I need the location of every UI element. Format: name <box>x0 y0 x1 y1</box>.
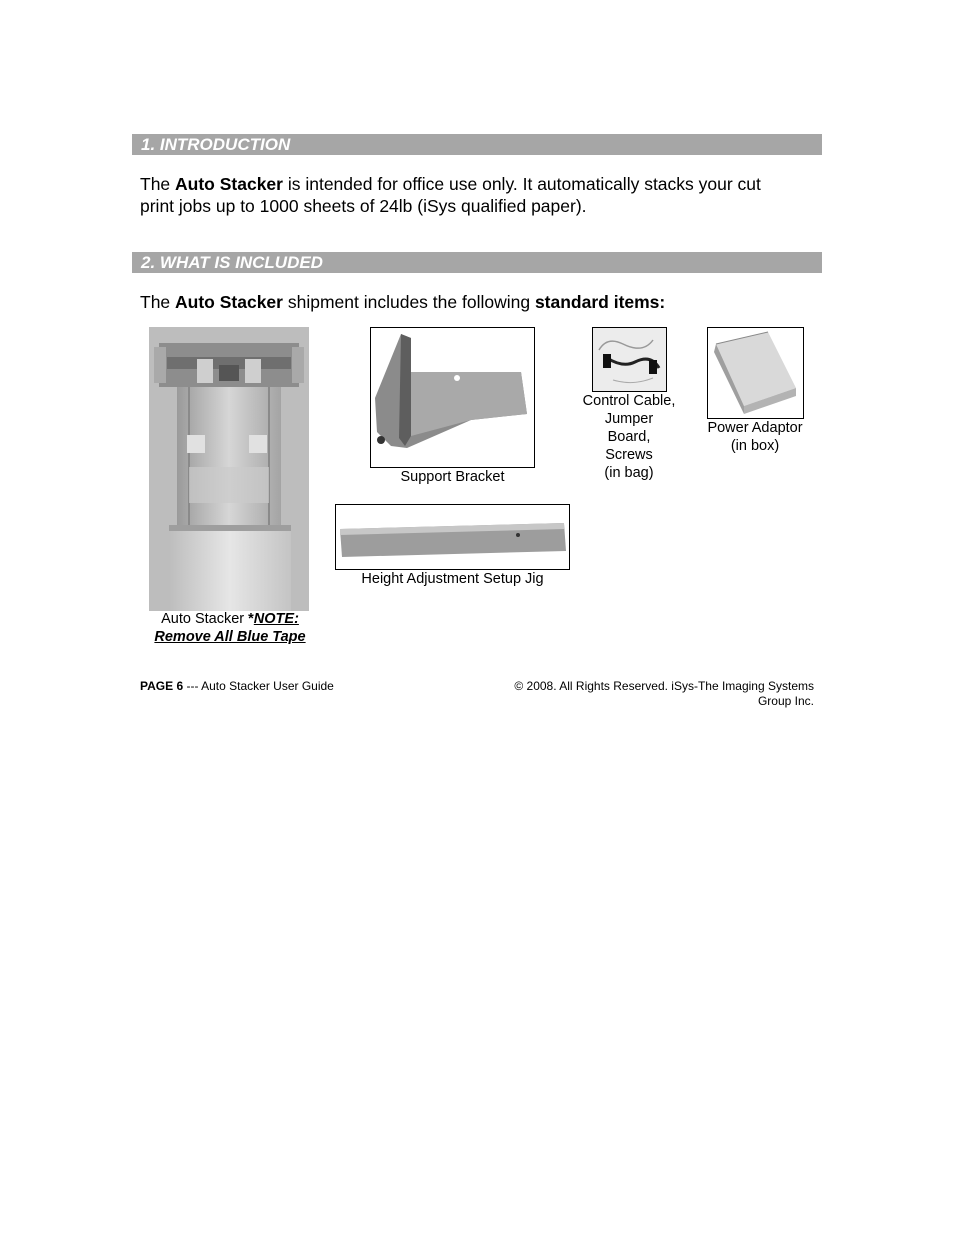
control-cable-line4: Screws <box>605 447 653 463</box>
auto-stacker-caption <box>140 610 320 646</box>
included-paragraph <box>140 291 830 313</box>
control-cable-illustration <box>593 328 666 391</box>
control-cable-line1: Control Cable, <box>582 393 676 409</box>
control-cable-line3: Board, <box>607 429 651 445</box>
footer-guide-text: --- Auto Stacker User Guide <box>183 679 334 693</box>
setup-jig-caption: Height Adjustment Setup Jig <box>361 571 544 587</box>
included-standard-items: standard items: <box>534 292 666 312</box>
power-adaptor-caption <box>690 419 820 455</box>
power-adaptor-photo <box>707 327 804 419</box>
section-heading-what-is-included: 2. WHAT IS INCLUDED <box>132 252 822 273</box>
intro-text-line2: print jobs up to 1000 sheets of 24lb (iSys qualified paper). <box>140 196 587 216</box>
power-adaptor-line1: Power Adaptor <box>707 420 803 436</box>
footer-copyright <box>470 679 814 709</box>
support-bracket-photo <box>370 327 535 468</box>
footer-copyright-line1: © 2008. All Rights Reserved. iSys-The Imaging Systems <box>514 679 814 693</box>
auto-stacker-caption-text: Auto Stacker <box>161 611 249 627</box>
footer-copyright-line2: Group Inc. <box>757 694 814 708</box>
note-label: NOTE: <box>253 611 299 627</box>
footer-left <box>140 679 334 694</box>
note-star: * <box>248 611 254 627</box>
auto-stacker-photo <box>149 327 309 611</box>
support-bracket-illustration <box>371 328 534 467</box>
included-product-name: Auto Stacker <box>175 292 283 312</box>
included-text-lead: The <box>140 292 176 312</box>
setup-jig-photo <box>335 504 570 570</box>
intro-text-line1: is intended for office use only. It automatically stacks your cut <box>282 174 761 194</box>
control-cable-line2: Jumper <box>604 411 654 427</box>
footer-page-label: PAGE 6 <box>140 679 184 693</box>
control-cable-caption <box>570 392 688 482</box>
intro-product-name: Auto Stacker <box>175 174 283 194</box>
power-adaptor-line2: (in box) <box>730 438 780 454</box>
intro-text-lead: The <box>140 174 176 194</box>
control-cable-line5: (in bag) <box>604 465 654 481</box>
included-text-middle: shipment includes the following <box>282 292 535 312</box>
intro-paragraph <box>140 173 830 217</box>
support-bracket-caption: Support Bracket <box>400 469 505 485</box>
note-remove-blue-tape: Remove All Blue Tape <box>154 629 306 645</box>
section-heading-introduction: 1. INTRODUCTION <box>132 134 822 155</box>
auto-stacker-illustration <box>149 327 309 611</box>
power-adaptor-illustration <box>708 328 803 418</box>
setup-jig-illustration <box>336 505 569 569</box>
control-cable-photo <box>592 327 667 392</box>
